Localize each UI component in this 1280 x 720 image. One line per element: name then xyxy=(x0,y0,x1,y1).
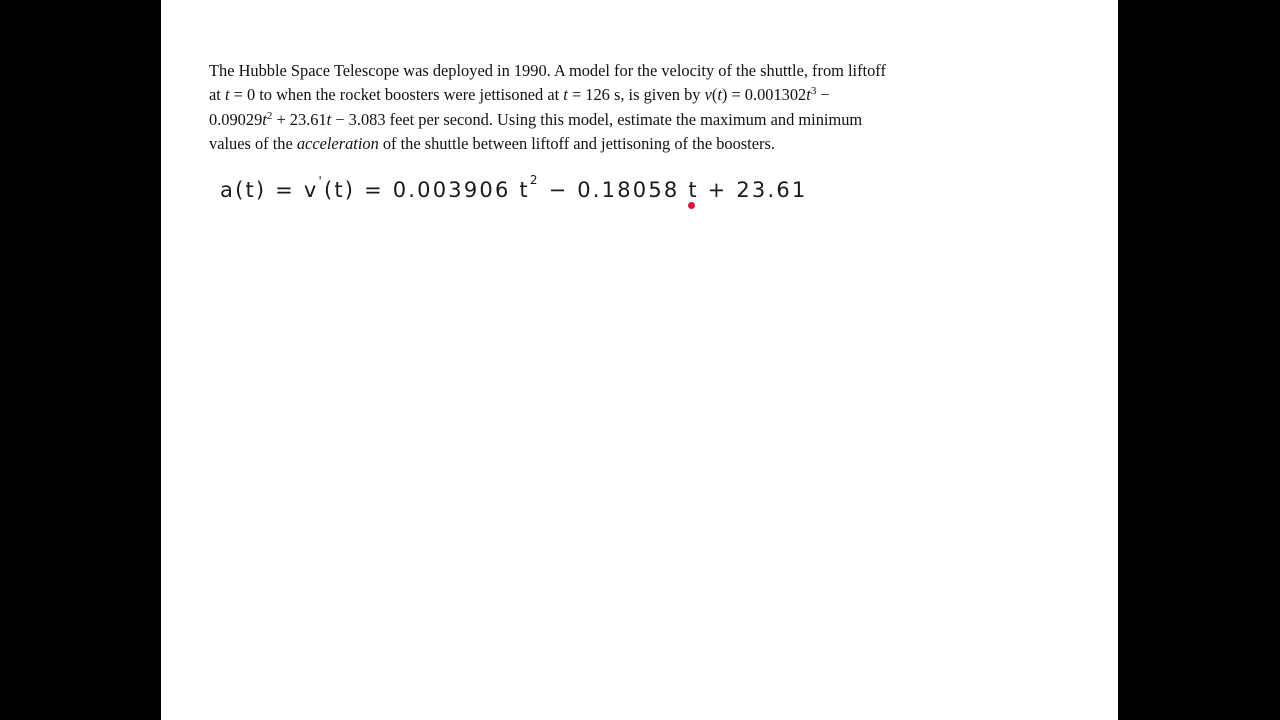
problem-line-4 xyxy=(209,132,969,156)
problem-text: The Hubble Space Telescope was deployed in 1990. A model for the velocity of the shuttle, from liftoff xyxy=(209,61,886,80)
math-exponent: 3 xyxy=(810,85,817,98)
math-variable: t xyxy=(717,85,722,105)
problem-text: values of the xyxy=(209,134,297,154)
problem-text: − xyxy=(816,85,830,105)
handwritten-text xyxy=(220,173,807,202)
emphasized-word: acceleration xyxy=(296,134,379,154)
problem-text: 0.09029 xyxy=(209,109,263,129)
math-variable: t xyxy=(563,85,568,105)
problem-line-2 xyxy=(209,83,969,107)
handwritten-lhs: a(t) = v xyxy=(220,178,319,202)
pen-cursor-dot xyxy=(688,202,695,209)
math-variable: t xyxy=(326,109,332,129)
problem-line-3 xyxy=(209,108,969,132)
problem-text: of the shuttle between liftoff and jettisoning of the boosters. xyxy=(378,134,775,154)
problem-text: = 126 s, is given by xyxy=(567,85,705,105)
problem-text: at xyxy=(209,85,225,105)
math-variable: v xyxy=(704,85,712,105)
math-variable: t xyxy=(262,109,267,129)
math-variable: t xyxy=(806,85,811,105)
problem-line-1 xyxy=(209,59,969,83)
document-page xyxy=(161,0,1118,720)
math-exponent: 2 xyxy=(266,109,273,122)
problem-text: + 23.61 xyxy=(272,109,327,129)
problem-text: = 0 to when the rocket boosters were jettisoned at xyxy=(229,85,564,105)
problem-text: − 3.083 feet per second. Using this model, estimate the maximum and minimum xyxy=(331,109,863,129)
handwritten-prime: ' xyxy=(318,174,324,188)
handwritten-mid: (t) = 0.003906 t xyxy=(323,178,530,202)
handwritten-rest: − 0.18058 t + 23.61 xyxy=(539,178,808,202)
problem-text: ) = 0.001302 xyxy=(721,85,807,105)
handwritten-derivative xyxy=(216,166,808,218)
math-variable: t xyxy=(224,85,230,105)
problem-text: ( xyxy=(711,85,718,105)
handwritten-exponent: 2 xyxy=(529,173,540,187)
problem-statement xyxy=(209,59,969,157)
